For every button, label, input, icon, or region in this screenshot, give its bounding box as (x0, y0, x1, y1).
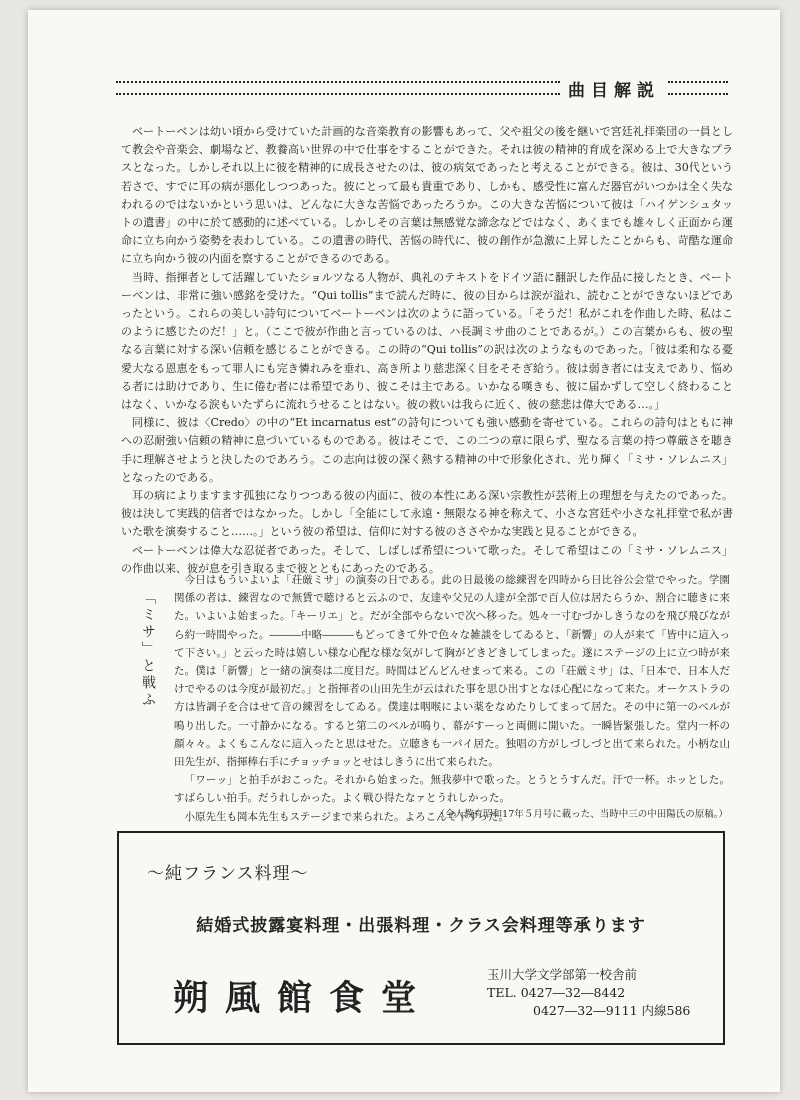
ad-services: 結婚式披露宴料理・出張料理・クラス会料理等承ります (196, 916, 646, 936)
section-title: 曲目解説 (568, 80, 660, 101)
essay-paragraph: 今日はもういよいよ「荘厳ミサ」の演奏の日である。此の日最後の総練習を四時から日比谷公会堂でやった。学園関係の者は、練習なので無賃で聴けると云ふので、友達や父兄の人達が全部で百人位は居たらうか、割合に聴きに来た。いよいよ始まった。「キーリエ」と。だが全部やらないで次へ移った。処々一寸むづかしきうなのを飛び飛びながら約一時間やった。―――中略―――もどってきて外で色々な雑談をしてゐると、「新響」の人が来て「皆中に這入って下さい。」と云った時は嬉しい様な心配な様な気がして胸がどきどきしてしまった。遂にステージの上に立つ時が来た。僕は「新響」と一緒の演奏は二度目だ。時間はどんどんせまって来る。この「荘厳ミサ」は、「日本で、日本人だけでやるのは今度が最初だ。」と指揮者の山田先生が云はれた事を思ひ出すとなほ心配になって来た。オーケストラの方は皆調子を合はせて音の練習をしてゐる。僕達は咽喉によい薬をなめたりしてまって居た。その中に第一のベルが鳴り出した。一寸静かになる。すると第二のベルが鳴り、幕がすーっと両側に開いた。一瞬皆緊張した。堂内一杯の顔々々。よくもこんなに這入ったと思はせた。立聴きも一パイ居た。独唱の方がしづしづと出て来られた。小柄な山田先生が、指揮棒右手にチョッチョッとせはしきうに出て来られた。 (174, 574, 730, 769)
ad-tel-1: 0427―32―8442 (520, 985, 626, 1000)
essay-body (174, 571, 730, 826)
ad-tel-label: TEL. (487, 985, 517, 1000)
ad-tel-line (487, 984, 690, 1002)
commentary-body (121, 123, 733, 578)
commentary-paragraph: 耳の病によりますます孤独になりつつある彼の内面に、彼の本性にある深い宗教性が芸術上の理想を与えたのであった。彼は決して実践的信者ではなかった。しかし「全能にして永遠・無限なる神を称えて、小さな宮廷や小さな礼拝堂で私が書いた歌を演奏すること……。」という彼の希望は、信仰に対する彼のささやかな実践と見ることができる。 (121, 489, 733, 539)
commentary-paragraph: 同様に、彼は〈Credo〉の中の“Et incarnatus est”の詩句についても強い感動を寄せている。これらの詩句はともに神への忍耐強い信頼の精神に息づいているものである。彼はそこで、この二つの章に限らず、聖なる言葉の持つ尊厳さを聴き手に理解させようと決したのであろう。この志向は彼の深く熱する精神の中で形象化され、光り輝く「ミサ・ソレムニス」となったのである。 (121, 416, 733, 484)
ornament-right (668, 81, 728, 95)
section-header (116, 76, 728, 100)
essay-paragraph: 小原先生も岡本先生もステージまで来られた。よろこんで下すった。 (184, 810, 509, 823)
ad-subtitle: ～純フランス料理～ (147, 864, 309, 884)
page (28, 10, 780, 1092)
ad-tel-2: 0427―32―9111 内線586 (533, 1003, 691, 1018)
commentary-paragraph: 当時、指揮者として活躍していたショルツなる人物が、典礼のテキストをドイツ語に翻訳した作品に接したとき、ベートーベンは、非常に強い感銘を受けた。“Qui tollis”まで読んだ時に、彼の目からは涙が溢れ、読むことができないほどであったという。これらの美しい詩句についてベートーベンは次のように語っている。「そうだ！私がこれを作曲した時、私はこのように感じたのだ！」と。（ここで彼が作曲と言っているのは、ハ長調ミサ曲のことであるが。）この言葉からも、彼の聖なる言葉に対する深い信頼を感じることができる。この時の“Qui tollis”の訳は次のようなものであった。「彼は柔和なる憂愛大なる恩恵をもって罪人にも完き憐れみを垂れ、高き所より慈悲深く目をそそぎ給う。彼は弱き者には支えであり、悩める者には助けであり、生に倦む者には希望であり、彼こそは主である。いかなる嘆きも、彼に届かずして空しく終わることはなく、いかなる涙もいたずらに流れうせることはない。彼の救いは我らに近く、彼の慈悲は偉大である…。」 (121, 270, 733, 412)
ad-address: 玉川大学文学部第一校舎前 (487, 967, 638, 982)
ad-restaurant-name: 朔風館食堂 (173, 979, 434, 1019)
ad-contact (487, 966, 690, 1020)
essay-title: 「ミサ」と戦ふ (140, 590, 156, 709)
ornament-left (116, 81, 560, 95)
essay-paragraph: 「ワーッ」と拍手がおこった。それから始まった。無我夢中で歌った。とうとうすんだ。汗で一杯。ホッとした。すばらしい拍手。だうれしかった。よく戦ひ得たなァとうれしかった。 (174, 774, 730, 805)
commentary-paragraph: ベートーベンは幼い頃から受けていた計画的な音楽教育の影響もあって、父や祖父の後を継いで宮廷礼拝楽団の一員として教会や音楽会、劇場など、教養高い世界の中で仕事をすることができた。それは彼の精神的育成を深める上で大きなプラスとなった。しかしそれ以上に彼を精神的に成長させたのは、彼の病気であったと考えることができる。彼は、30代という若さで、すでに耳の病が悪化しつつあった。彼にとって最も貴重であり、しかも、感受性に富んだ器官がいつかは全く失なわれるのではないかという思いは、どんなに大きな苦悩であったろうか。この大きな苦悩について彼は「ハイゲンシュタットの遺書」の中に於て感動的に述べている。しかしその言葉は無感覚な諦念などではなく、あくまでも雄々しく正面から運命に立ち向かう姿勢を表わしている。この遺書の時代、苦悩の時代に、彼の創作が急激に上昇したことからも、苛酷な運命に立ち向かう彼の内面を察することができるのである。 (121, 125, 733, 266)
commentary-paragraph: ベートーベンは偉大な忍従者であった。そして、しばしば希望について歌った。そして希望はこの「ミサ・ソレムニス」の作曲以来、彼が息を引き取るまで彼とともにあったのである。 (121, 543, 733, 575)
source-note: （全人教育昭和17年５月号に載った、当時中三の中田陽氏の原稿。） (435, 809, 728, 820)
restaurant-ad (117, 831, 725, 1045)
